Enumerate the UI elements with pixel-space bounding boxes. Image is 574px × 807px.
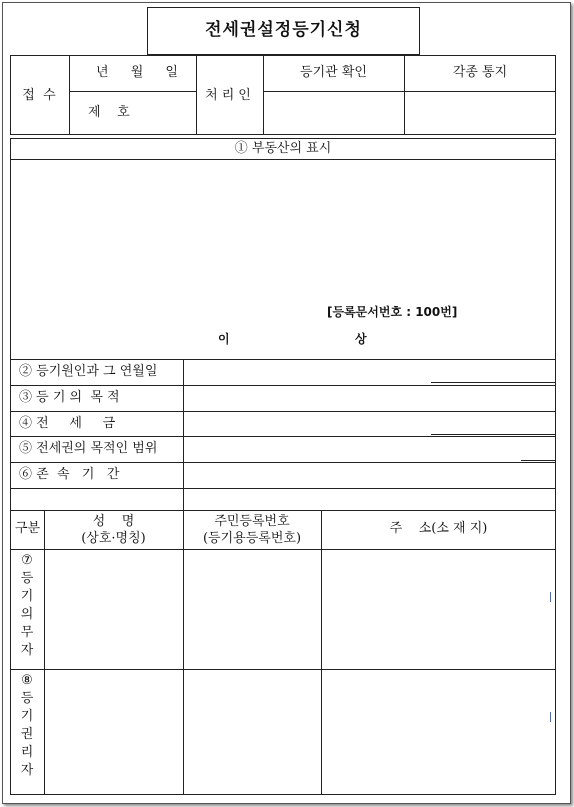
obligor-char: 기: [20, 589, 34, 604]
processor-label: 처리인: [205, 88, 255, 103]
holder-id-field[interactable]: [185, 671, 320, 794]
field-scope: ⑤ 전세권의 목적인 범위: [19, 441, 158, 456]
holder-name-field[interactable]: [46, 671, 182, 794]
col-id: 주민등록번호: [214, 514, 290, 529]
text-cursor: [550, 592, 551, 602]
holder-char: 자: [20, 763, 34, 778]
col-category: 구분: [14, 521, 41, 536]
below-marker-right: 상: [355, 332, 367, 346]
field-purpose: ③ 등 기 의 목 적: [19, 390, 120, 405]
text-cursor: [550, 712, 551, 722]
date-label: 년 월 일: [96, 65, 178, 80]
holder-number: ⑧: [21, 673, 33, 688]
duration-value-field[interactable]: [185, 464, 555, 487]
form-title: 전세권설정등기신청: [205, 20, 362, 40]
notices-label: 각종 통지: [452, 65, 508, 80]
col-name-sub: (상호·명칭): [81, 531, 146, 546]
obligor-label: [20, 552, 34, 660]
holder-char: 리: [20, 745, 34, 760]
col-name: 성 명: [92, 514, 135, 529]
field-cause: ② 등기원인과 그 연월일: [19, 364, 158, 379]
number-label: 제 호: [88, 105, 130, 120]
cause-value-field[interactable]: [185, 361, 555, 384]
below-marker-left: 이: [218, 332, 230, 346]
scope-value-field[interactable]: [185, 438, 555, 461]
col-id-sub: (등기용등록번호): [202, 531, 302, 546]
obligor-address-field[interactable]: [323, 551, 555, 668]
obligor-name-field[interactable]: [46, 551, 182, 668]
obligor-char: 등: [20, 571, 34, 586]
field-amount: ④ 전 세 금: [19, 416, 116, 431]
field-duration: ⑥ 존 속 기 간: [19, 467, 120, 482]
holder-char: 등: [20, 691, 34, 706]
obligor-char: 무: [20, 625, 34, 640]
obligor-id-field[interactable]: [185, 551, 320, 668]
amount-value-field[interactable]: [185, 413, 555, 435]
obligor-char: 자: [20, 643, 34, 658]
col-address: 주 소(소 재 지): [389, 521, 488, 536]
purpose-value-field[interactable]: [185, 387, 555, 410]
holder-address-field[interactable]: [323, 671, 555, 794]
reception-label: 접 수: [22, 88, 56, 103]
registrar-confirm-label: 등기관 확인: [300, 65, 367, 80]
obligor-number: ⑦: [21, 553, 33, 568]
property-heading: ① 부동산의 표시: [234, 141, 332, 156]
holder-char: 권: [20, 727, 34, 742]
obligor-char: 의: [20, 607, 34, 622]
holder-char: 기: [20, 709, 34, 724]
holder-label: [20, 672, 34, 780]
document-number[interactable]: [등록문서번호 : 100번]: [327, 305, 458, 319]
